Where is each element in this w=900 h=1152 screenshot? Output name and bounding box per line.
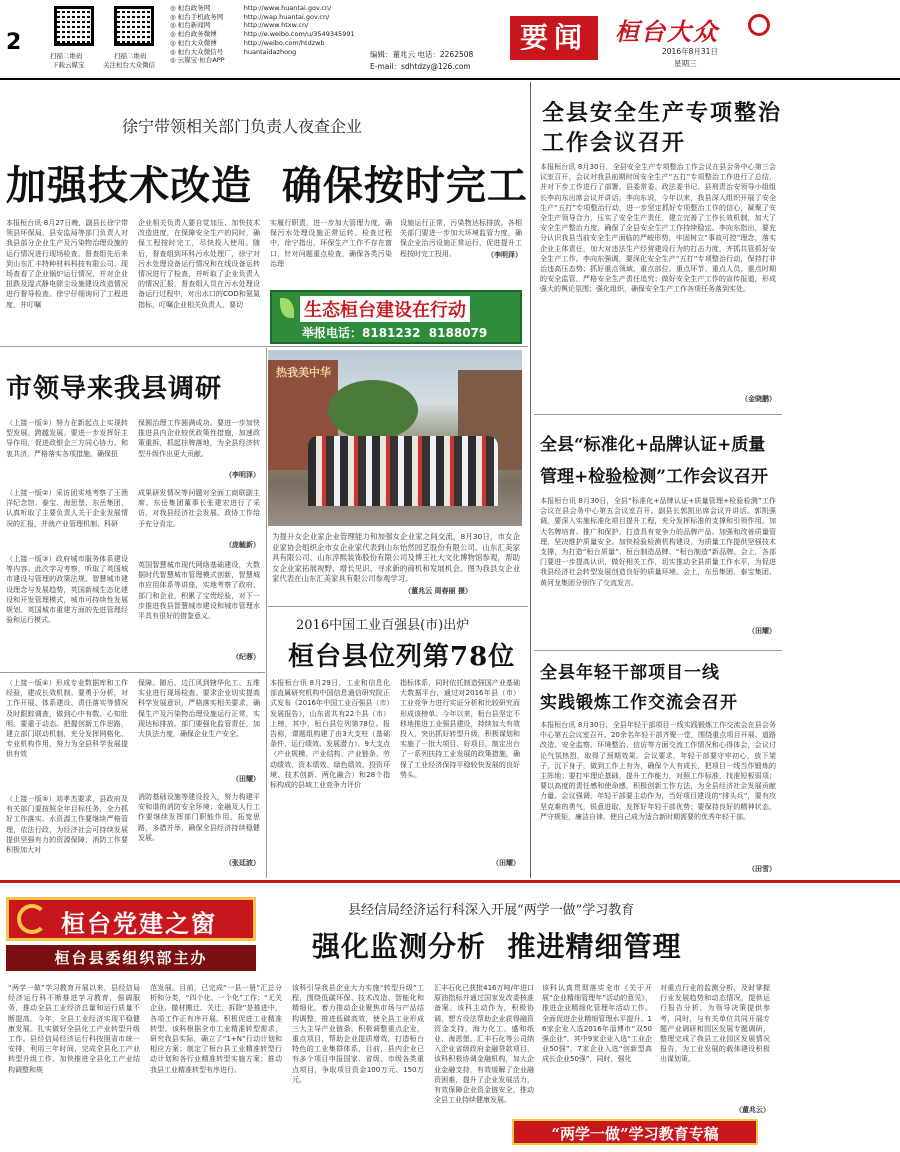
article-headline-line1: 全县年轻干部项目一线 <box>540 663 720 683</box>
promo-badge[interactable]: “两学一做”学习教育专稿 <box>512 1119 758 1145</box>
article-body-col4: 设施运行正常，污染物达标排放。各相关部门要进一步加大环境监管力度，确保企业治污设施正常运行，促进提升工程按时完工投用。 <box>400 219 522 258</box>
party-section <box>0 880 900 1152</box>
party-body-c6: 对重点行业的监测分析，及时掌握行业发展趋势和动态情况，提供运行报告分析，为领导决策提供参考，同时，与有关单位共同开展专题产业调研和园区发展专题调研，整理完成了我县工业园区发展情况报告，为工业发展的载体建设积极出谋划策。 <box>660 984 770 1064</box>
bullet-icon: ◎ <box>170 4 178 12</box>
ad-phone: 举报电话：8181232 8188079 <box>302 326 488 340</box>
link-row[interactable]: ◎ 桓台新闻网 http://www.htxw.cn/ <box>170 21 309 30</box>
link-row[interactable]: ◎ 桓台政务网 http://www.huantai.gov.cn/ <box>170 4 332 12</box>
article-body-col2: 企业相关负责人要自觉加压、加快技术改造进度，在保障安全生产的同时，确保工程按时完工，尽快投入使用。随后，督查组到环科污水处理厂，徐宁对污水处理设备运行情况和在线设备运转情况进行了检查，并听取了企业负责人的情况汇报，督查组人员在污水处理设备运行过程中，对出水口的COD和氨氮指标，叮嘱企业相关负责人，要切 <box>138 219 260 309</box>
article-headline: 桓台县位列第78位 <box>288 642 516 672</box>
article-kicker: 2016中国工业百强县(市)出炉 <box>296 618 470 633</box>
qr1-label-1: 扫描二维码 <box>50 52 83 60</box>
sig-c2: （李明泽） <box>225 471 260 479</box>
rule <box>0 346 528 347</box>
party-banner-title: 桓台党建之窗 <box>61 909 217 938</box>
article-signature: （田耀） <box>748 627 776 635</box>
party-signature: （董兆云） <box>735 1106 770 1114</box>
article-body-col3: 实履行职责，进一步加大管理力度，确保污水处理设施正常运转。检查过程中，徐宁指出，环保生产工作不存在窗口，针对问题重点检查，确保各类污染治理 <box>270 219 392 268</box>
col-rule <box>530 82 531 878</box>
header-rule <box>0 78 900 80</box>
link-row[interactable]: ◎ 桓台手机政务网 http://wap.huantai.gov.cn/ <box>170 12 330 21</box>
link-row[interactable]: ◎ 桓台大众微信号 huantaidazhong <box>170 47 297 56</box>
qr2-label-1: 扫描二维码 <box>114 52 147 60</box>
bullet-icon: ◎ <box>170 21 178 30</box>
rule <box>534 414 782 415</box>
photo-tree <box>328 380 418 440</box>
leaf-icon <box>280 298 294 318</box>
body-c2b: 成果研发情况等问题对全面工商联副主席、东岳集团董事长张建宏进行了采访，对我县经济社会发展、政协工作给予充分肯定。 <box>138 489 260 528</box>
bullet-icon: ◎ <box>170 30 178 39</box>
eco-ad-banner[interactable] <box>270 290 522 344</box>
party-body-c2: 范发展。目前，已完成“一县一册”汇总分析和分类，“四个化、一个化”工作；“无关企业、撤材搬迁、关迁、拆除”是推进中，各项工作正有序开展。积极促进工业精准转型。该科根据全市工业精准转型需求，研究我县实际，确立了“1+N”行动计划和相应方案；制定了桓台县工业精准转型行动计划和各行业精准转型实施方案；推动我县工业精准转型有序进行。 <box>150 984 282 1074</box>
link-row[interactable]: ◎ 云媒宝·桓台APP <box>170 56 225 65</box>
body-c2b: 消防基础设施等建设投入，努力构建平安和谐的消防安全环境；金融及人行工作要继续发挥部门职能作用，拓宽思路，多措并举，确保全县经济持续稳健发展。 <box>138 793 260 842</box>
party-body-c3: 该科引导我县企业大力实施“转型升级”工程，围绕低碳环保、技术改造、智能化和精细化，着力推动企业聚焦市场与产品结构调整，推进低碳高效，使全县工业形成三大主导产业链条，积极调整重点企业，重点项目，帮助企业提质增效，打造桓台特色的工业集群体系，目前，县内企业已有多个项目申报国家、省级、市级各类重点项目，争取项目资金100万元、150万元。 <box>292 984 424 1084</box>
page-header <box>0 0 900 78</box>
body-c1: （上接一版④）形成专业数据库和工作经验，建成长效机制。要勇于分析，对工作开展、体系建设、责任落实等情况及时跟踪调查，做到心中有数、心知肚明。要重于动态。把握创新工作思路，建立部门联动机制，充分发挥网格化、专业机构作用，努力为全县科学发展提供有效 <box>6 679 128 759</box>
news-photo[interactable] <box>268 350 522 526</box>
qr2-label-2: 关注桓台大众微信 <box>103 61 155 69</box>
col-rule <box>266 348 267 878</box>
article-headline-line1: 全县“标准化+品牌认证+质量 <box>540 435 766 455</box>
link-row[interactable]: ◎ 桓台大众微博 http://weibo.com/htdzwb <box>170 38 325 47</box>
article-standards <box>534 416 784 648</box>
article-headline: 市领导来我县调研 <box>6 374 223 404</box>
rule <box>534 650 782 651</box>
body-c1c: （上接一版③）政府城市服务体系建设等内容。此次学习考察，听取了英国城市建设与管理的政策法规、智慧城市建设理念与发展趋势，英国新城生态化建设和开发管理模式，城市可持续性发展规划、英国城市重建方面的先进管理经验和运行模式。 <box>6 555 128 625</box>
article-continuations <box>0 674 265 878</box>
article-young-cadres <box>534 652 784 878</box>
body-c1: 本报桓台讯 8月29日，工业和信息化部直属研究机构中国信息通信研究院正式发布《2016年中国工业百强县（市）发展报告》，山东省共有22个县（市）上榜，其中，桓台县位列第78位。报告称，课题组构建了由3大支柱（基础条件、运行绩效、发展潜力）、9大支点（产业规模、产业结构、产业链条、劳动绩效、资本绩效、绿色绩效、投资环境、技术创新、两化融合）和28个指标构成的县域工业竞争力评价 <box>270 679 390 790</box>
photo-caption: 为提升女企业家企业管理能力和加强女企业家之间交流，8月30日，市女企业家协会组织企市女企业家代表到山东怡然园艺股份有限公司、山东汇美家具有限公司、山东淳熙装饰股份有限公司及博王社大文化博物馆参观，帮助女企业家拓展视野、增长见识、寻求新的商机和发展机会。图为我县女企业家代表在山东汇美家具有限公司参观学习。 <box>272 532 520 584</box>
qr-code-app[interactable] <box>54 6 94 46</box>
paper-logo: 桓台大众 <box>615 17 719 46</box>
party-emblem-icon <box>17 904 47 934</box>
sig-c2b: （庞毓新） <box>225 541 260 549</box>
photo-sign: 热我美中华 <box>276 366 331 379</box>
article-body: 本报桓台讯 8月30日，全县“标准化+品牌认证+质量管理+检验检测”工作会议在县会务中心第五会议室召开。副县长郭凯出席会议并讲话。郭凯强调，要深入实施标准化项目提升工程，充分发挥标准的支撑和引领作用。加大名牌培育、推广和保护，打造具有竞争力的品牌产品。加强和改善质量管理，坚决维护质量安全。加快检验检测机构建设，为质量工作提供坚强技术支撑，为打造“桓台质量”、桓台制造品牌、“桓台制造”新品牌。会上，各部门要进一步提高认识，做好相关工作，切实推动全县质量工作水平，为促进我县经济社会转型发展创造良好的质量环境。会上，东岳集团、泰宝集团、黄河龙集团分别作了交流发言。 <box>540 497 776 587</box>
party-banner-sub: 桓台县委组织部主办 <box>6 945 256 971</box>
photo-credit: （董兆云 周春丽 摄） <box>404 587 472 595</box>
bullet-icon: ◎ <box>170 38 178 47</box>
party-banner <box>6 897 256 941</box>
qr-code-wechat[interactable] <box>114 6 154 46</box>
article-signature: （金晓鹏） <box>741 395 776 403</box>
article-signature: （田雪） <box>748 865 776 873</box>
article-headline-line2: 实践锻炼工作交流会召开 <box>540 693 738 713</box>
sig-c2b: （张廷波） <box>225 859 260 867</box>
sig-c2: （田耀） <box>492 859 520 867</box>
link-row[interactable]: ◎ 桓台政务微博 http://e.weibo.com/u/3549345991 <box>170 30 355 39</box>
editor-email[interactable]: E-mail：sdhtdzy@126.com <box>370 62 471 71</box>
party-body-c1: “两学一做”学习教育开展以来，县经信局经济运行科不断推进学习教育，强调服务，推动全县工业经济总量和运行质量不断提高。今年，全县工业经济实现平稳健康发展。扎实做好全县化工产业转型升级工作。县经信局经济运行科按照省市统一安排，利用三年时间，完成全县化工产业转型升级工作，加快推进全县化工产业结构调整和规 <box>8 984 140 1074</box>
article-headline: 全县安全生产专项整治工作会议召开 <box>542 100 783 156</box>
right-margin-strip <box>784 82 900 878</box>
article-body: 本报桓台讯 8月30日，全县年轻干部项目一线实践锻炼工作交流会在县会务中心第五会议室召开。20余名年轻干部齐聚一堂，围绕重点项目开展、道路改造、安全监察、环境整治、信访等方面交流工作情况和心得体会，会议讨论气氛热烈，取得了预期效果。会议要求，年轻干部要守牢初心，放下架子，沉下身子，做到工作上有为，确保个人有成长，把项目一线当作锻炼的主阵地；要打牢理论基础，提升工作能力，对照工作标准，找准短板弱项；要以高度的责任感和使命感，积极创新工作方法，为全县经济社会发展贡献力量。会议强调，年轻干部要主动作为，当好项目建设的“排头兵”，要有攻坚克难的勇气，锐意进取，发挥好年轻干部优势；要保持良好的精神状态，严守规矩，廉洁自律，使自己成为适合新时期需要的优秀年轻干部。 <box>540 721 776 821</box>
body-c2: 指标体系，同时依托制造强国产业基础大数据平台，通过对2016年县（市）工业竞争力进行实证分析和比较研究而形成该榜单。今年以来，桓台县坚定不移地推进工业强县建设，持续加大有效投入，突出抓好转型升级，积极谋划和实施了一批大项目、好项目，制定出台了一系列扶持工业发展的政策措施，确保了工业经济保持平稳较快发展的良好势头。 <box>400 679 520 779</box>
page-number: 2 <box>6 30 22 55</box>
article-headline-line2: 管理+检验检测”工作会议召开 <box>540 467 769 487</box>
party-body-c4: 汇丰石化已获批416万吨/年进口原油指标并通过国家发改委核准备案。该科主动作为，积极协调，想方设法帮助企业获得融资资金支持，海力化工、盛和纸业、海恩堡、汇丰石化等公司纳入企业省级政府金融贷款项目，该科积极协调金融机构，加大企业金融支持，有效缓解了企业融资困难，提升了企业发展活力，有效保障企业资金链安全，推动全县工业持续健康发展。 <box>434 984 534 1105</box>
body-c2: 保圆治理工作圆满成功。要进一步加快推进县内企业较优政策性措施，加速政策重拆，抓起挂牌落地，为全县经济转型升级作出更大贡献。 <box>138 419 260 458</box>
body-c1b: （上接一版⑤）刘孝杰要求，县政府及有关部门要按照全年目标任务，全力抓好工作落实。水资源工作要继续严格管理，依法行政，为经济社会可持续发展提供坚强有力的资源保障；消防工作要积极加大对 <box>6 795 128 855</box>
photo-block <box>268 350 526 604</box>
sig-c2: （田耀） <box>232 775 260 783</box>
header-links <box>170 4 380 65</box>
article-signature: （李明泽） <box>487 251 522 259</box>
bullet-icon: ◎ <box>170 56 178 65</box>
rule <box>268 606 528 607</box>
body-c2c: 英国智慧城市现代网络基础建设，大数据时代智慧城市管理模式创新，智慧城市应用体系等讲座，实地考察了政府、部门和企业，积累了宝贵经验，对下一步推进我县智慧城市建设和城市管理水平具有很好的借鉴意义。 <box>138 561 260 621</box>
body-c2: 保障。随后，边江风到辖华化工、五维实业进行现场检查。要求企业切实提高科学发展意识，严格落实相关要求，确保生产及污染物治理设施运行正常，实现达标排放。部门要强化监管责任，加大执法力度，确保企业生产安全。 <box>138 679 260 739</box>
editor-info: 编辑：董兆云 电话：2262508 <box>370 50 474 59</box>
ad-title: 生态桓台建设在行动 <box>300 296 470 322</box>
bullet-icon: ◎ <box>170 12 178 21</box>
party-kicker: 县经信局经济运行科深入开展“两学一做”学习教育 <box>348 903 635 918</box>
qr1-label-2: 下载云媒宝 <box>52 61 85 69</box>
body-c1: （上接一版①）努力在新起点上实现转型发展、跨越发展。要进一步发挥好主导作用，促进政银企三方同心协力、和衷共济，严格落实各项措施，确保扭 <box>6 419 128 458</box>
rule <box>0 672 265 673</box>
issue-date: 2016年8月31日 <box>662 47 718 56</box>
article-body: 本报桓台讯 8月30日，全县安全生产专项整治工作会议在县会务中心第三会议室召开，会议对我县前期时间安全生产“五打”专项整治工作进行了总结，并对下步工作进行了部署。县委常委、政法委书记、县刑责治安领导小组组长李向东出席会议并讲话。李向东说，今年以来，我县深入组织开展了安全生产“五打”专项整治行动，进一步坚定抓好专项整治工作的信心，凝聚了安全生产领导合力，压实了安全生产责任，建立完善了工作长效机制，加大了安全生产整治力度，确保了全县安全生产工作持续稳定。李向东指出，要充分认识我县当前安全生产面临的严峻形势，牢固树立“事故可控”理念，落实企业主体责任，加大对违法生产经营建设行为的打击力度，齐抓共管抓好安全生产工作。李向东强调，要深化安全生产“五打”专项整治行动，保持打非治违高压态势；抓好重点领域、重点部位、重点环节、重点人员、重点时期的安全监管，严格安全生产责任追究；做好安全生产工作的宣传报道，形成强大的舆论氛围；强化组织，确保安全生产工作各项任务落到实处。 <box>540 163 776 294</box>
article-kicker: 徐宁带领相关部门负责人夜查企业 <box>122 117 363 136</box>
party-body-c5: 该科认真贯彻落实全市《关于开展“企业精细管理年”活动的意见》，推进企业精细化管理年活动工作。全面促进企业精细管理水平提升。16家企业入选2016年淄博市“双50强企业”，其中9家企业入选“工业企业50强”，7家企业入选“创新型高成长企业50强”，同时，强化 <box>542 984 652 1064</box>
article-headline: 加强技术改造 确保按时完工 <box>6 162 528 209</box>
bullet-icon: ◎ <box>170 47 178 56</box>
article-body-col1: 本报桓台讯 8月27日晚，副县长徐宁带领县环保局、县安监局等部门负责人对我县部分企业生产及污染物治理设施的运行情况进行现场检查。督查组先后来到山东汇丰特种材料科技有限公司、现场查看了企业锅炉运行情况，并对企业扭跌及湿式静电除尘设施建设改造情况进行督导检查。徐宁仔细询问了工程进度，并叮嘱 <box>6 219 128 309</box>
logo-mark-icon <box>748 14 770 36</box>
article-top100 <box>268 608 528 878</box>
party-headline: 强化监测分析 推进精细管理 <box>312 930 682 963</box>
sig-c2c: （纪蓉） <box>232 653 260 661</box>
section-badge: 要闻 <box>510 16 598 60</box>
body-c1b: （上接一版②）采访团实地考察了王渔洋纪念馆、泰宝、海思堡、东岳集团，认真听取了主要负责人关于企业发展情况的汇报，并就产业管理机制、科研 <box>6 489 128 528</box>
photo-crowd <box>308 436 498 506</box>
issue-weekday: 星期三 <box>674 59 697 68</box>
